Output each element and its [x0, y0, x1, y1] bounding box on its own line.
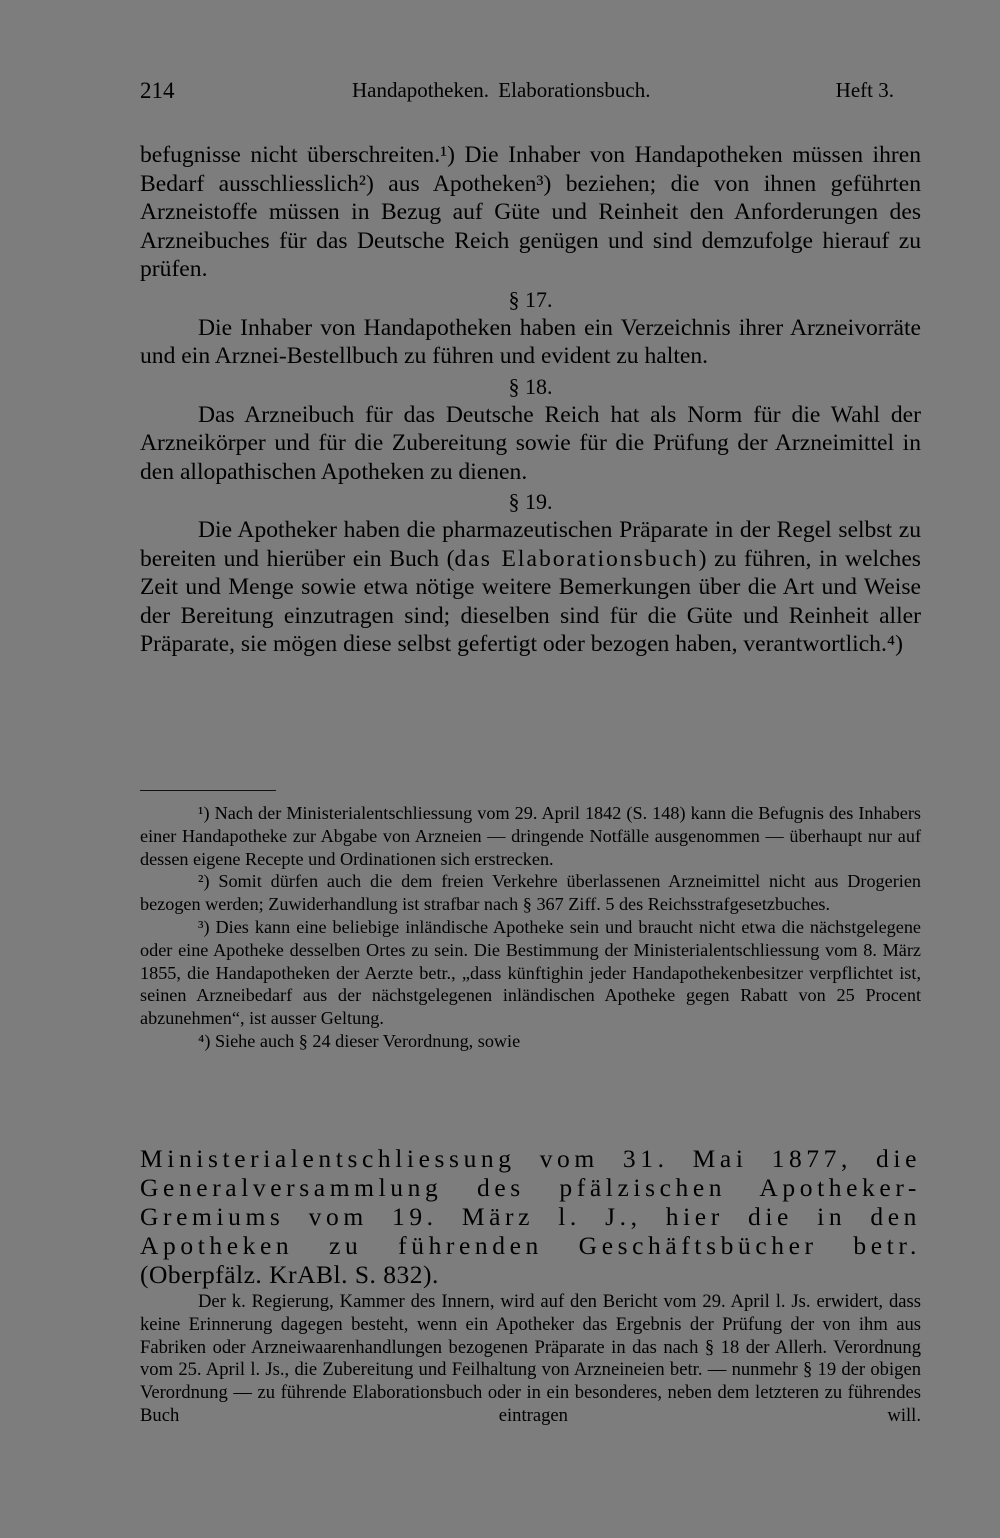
continued-paragraph: befugnisse nicht überschreiten.¹) Die Inhaber von Handapotheken müssen ihren Bedarf ausschliesslich²) aus Apotheken³) beziehen; die von ihnen geführten Arzneistoffe müssen in Bezug auf Güte und Reinheit den Anforderungen des Arzneibuches für das Deutsche Reich genügen und sind demzufolge hierauf zu prüfen. [140, 142, 921, 282]
footnote-2: ²) Somit dürfen auch die dem freien Verkehre überlassenen Arzneimittel nicht aus Drogerien bezogen werden; Zuwiderhandlung ist strafbar nach § 367 Ziff. 5 des Reichsstrafgesetzbuches. [140, 871, 921, 915]
page-number: 214 [140, 78, 175, 103]
footnote-1: ¹) Nach der Ministerialentschliessung vom 29. April 1842 (S. 148) kann die Befugnis des Inhabers einer Handapotheke zur Abgabe von Arzneien — dringende Notfälle ausgenommen — überhaupt nur auf dessen eigene Recepte und Ordinationen sich erstrecken. [140, 803, 921, 869]
decree-paragraph: Der k. Regierung, Kammer des Innern, wird auf den Bericht vom 29. April l. Js. erwidert, dass keine Erinnerung dagegen besteht, wenn ein Apotheker das Ergebnis der Prüfung der von ihm aus Fabriken oder Arzneiwaarenhandlungen bezogenen Präparate in das nach § 18 der Allerh. Verordnung vom 25. April l. Js., die Zubereitung und Feilhaltung von Arzneineien betr. — nunmehr § 19 der obigen Verordnung — zu führende Elaborationsbuch oder in ein besonderes, neben dem letzteren zu führendes Buch eintragen will. [140, 1291, 921, 1426]
section-17-text: Die Inhaber von Handapotheken haben ein Verzeichnis ihrer Arzneivorräte und ein Arznei-Bestellbuch zu führen und evident zu halten. [140, 314, 921, 369]
issue-label: Heft 3. [835, 78, 894, 102]
decree-title-block [140, 1144, 921, 1289]
section-18-text: Das Arzneibuch für das Deutsche Reich hat als Norm für die Wahl der Arzneikörper und für die Zubereitung sowie für die Prüfung der Arzneimittel in den allopathischen Apotheken zu dienen. [140, 401, 921, 485]
main-text [140, 141, 921, 659]
decree-citation: (Oberpfälz. KrABl. S. 832). [140, 1260, 439, 1289]
footnotes [140, 802, 921, 1053]
section-18-heading: § 18. [508, 373, 553, 399]
section-17-heading: § 17. [508, 286, 553, 312]
footnote-4: ⁴) Siehe auch § 24 dieser Verordnung, sowie [198, 1030, 521, 1051]
elaborationsbuch-term: das Elaborationsbuch [454, 545, 699, 572]
section-19-text [140, 516, 921, 659]
section-19-text-start: Die Apotheker haben die pharmazeutischen Präparate in der Regel selbst zu bereiten und hierüber ein Buch ( [140, 517, 921, 572]
footnote-3: ³) Dies kann eine beliebige inländische Apotheke sein und braucht nicht etwa die nächstgelegene oder eine Apotheke desselben Ortes zu sein. Die Bestimmung der Ministerialentschliessung vom 8. März 1855, die Handapotheken der Aerzte betr., „dass künftighin jeder Handapothekenbesitzer verpflichtet ist, seinen Arzneibedarf aus der nächstgelegenen inländischen Apotheke gegen Rabatt von 25 Procent abzunehmen“, ist ausser Geltung. [140, 916, 921, 1029]
section-19-heading: § 19. [508, 489, 553, 514]
section-19-text-end: ) zu führen, in welches Zeit und Menge sowie etwa nötige weitere Bemerkungen über die Art und Weise der Bereitung einzutragen sind; dieselben sind für die Güte und Reinheit aller Präparate, sie mögen diese selbst gefertigt oder bezogen haben, verantwortlich.⁴) [140, 545, 921, 657]
page-header [140, 78, 920, 108]
running-title: Handapotheken. Elaborationsbuch. [352, 78, 651, 102]
decree-title: Ministerialentschliessung vom 31. Mai 1877, die Generalversammlung des pfälzischen Apotheker-Gremiums vom 19. März l. J., hier die in den Apotheken zu führenden Geschäftsbücher betr. [140, 1144, 921, 1260]
footnote-rule [140, 790, 276, 791]
decree-body [140, 1291, 921, 1451]
